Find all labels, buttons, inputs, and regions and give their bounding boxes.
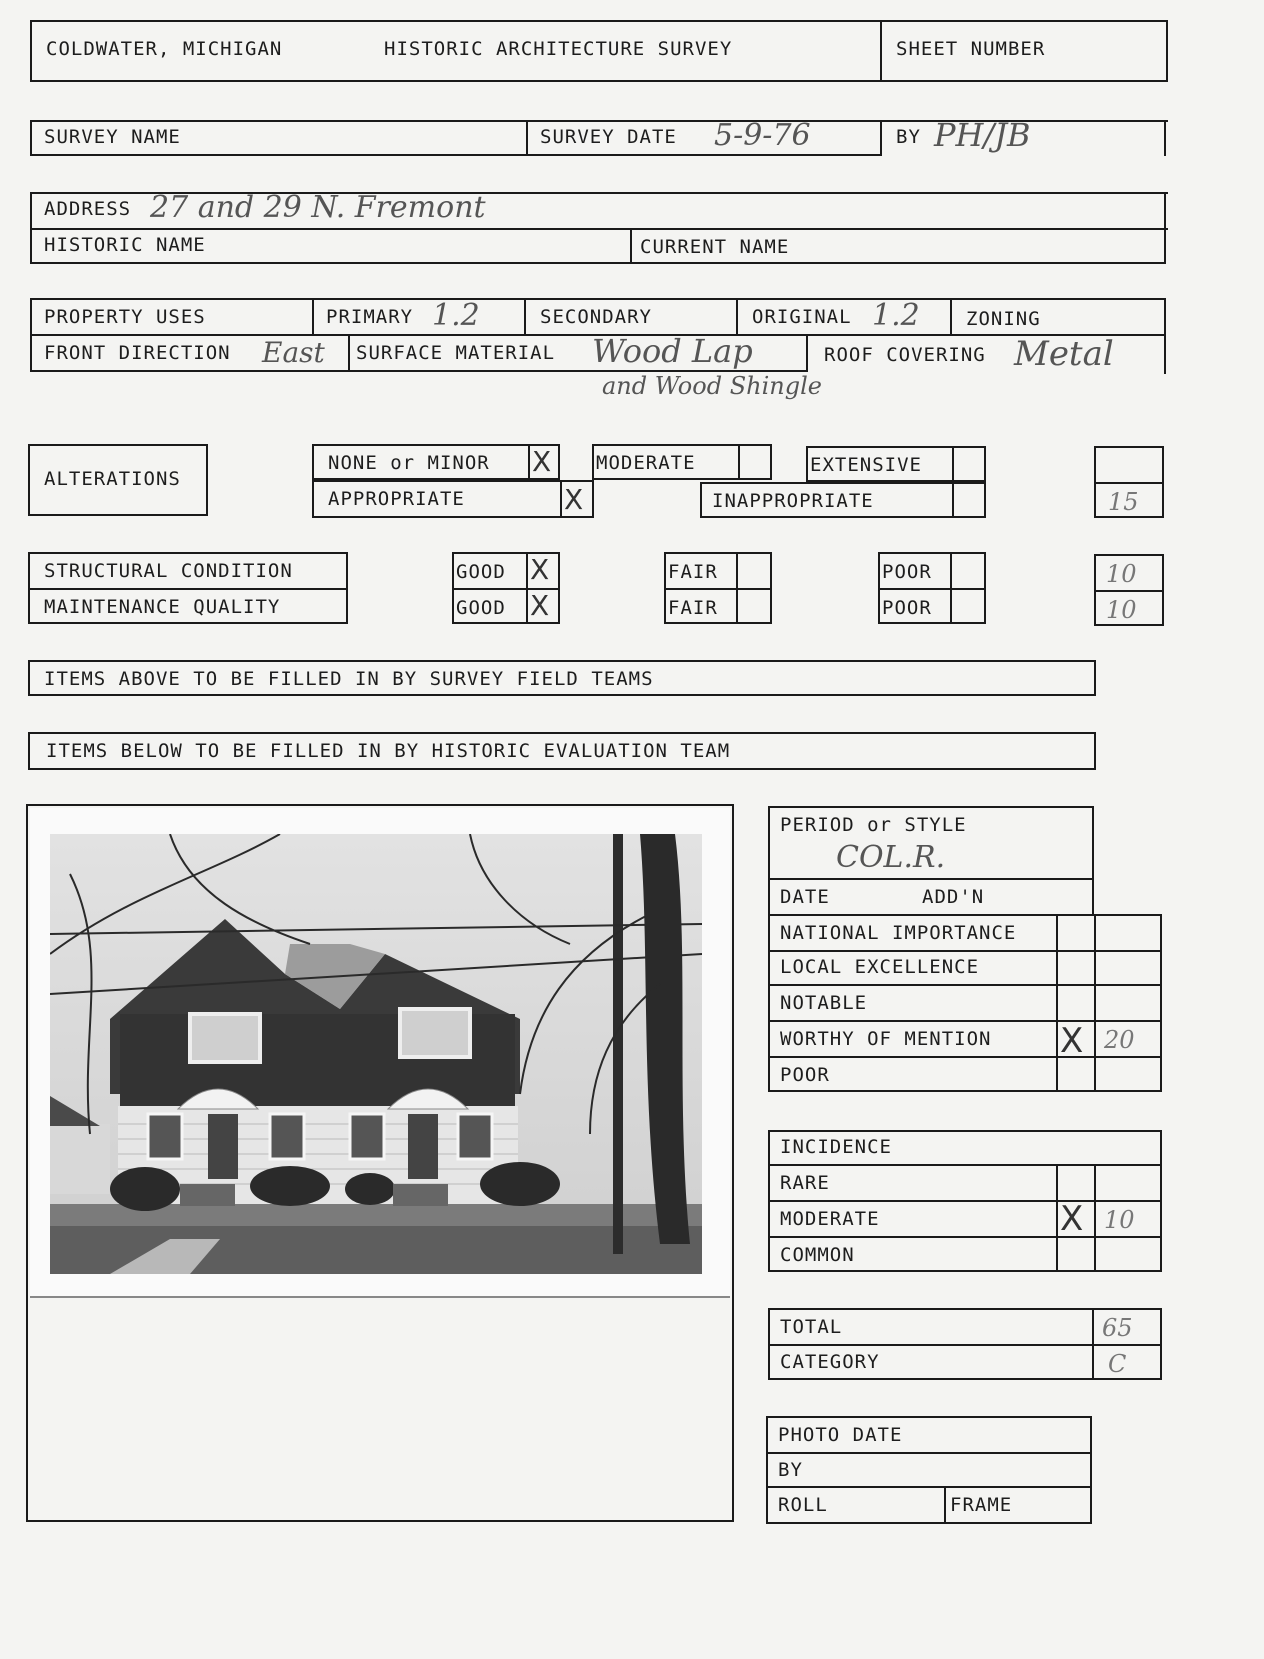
maintenance-poor-label: POOR bbox=[882, 597, 932, 619]
maintenance-good-check: X bbox=[530, 589, 550, 622]
photo-info-row2 bbox=[766, 1486, 1092, 1488]
good-checkbox-div bbox=[526, 552, 528, 624]
none-minor-checkbox-div bbox=[528, 444, 530, 480]
none-minor-label: NONE or MINOR bbox=[328, 452, 490, 474]
address-div bbox=[630, 228, 632, 264]
alterations-score: 15 bbox=[1108, 488, 1139, 516]
total-label: TOTAL bbox=[780, 1316, 843, 1338]
condition-label-div bbox=[28, 588, 348, 590]
national-importance-label: NATIONAL IMPORTANCE bbox=[780, 922, 1017, 944]
condition-score-div bbox=[1094, 590, 1164, 592]
property-div6 bbox=[806, 334, 808, 372]
worthy-score: 20 bbox=[1104, 1026, 1135, 1054]
survey-date-value: 5-9-76 bbox=[714, 118, 811, 153]
local-excellence-label: LOCAL EXCELLENCE bbox=[780, 956, 980, 978]
survey-row-left bbox=[30, 120, 32, 156]
incidence-label: INCIDENCE bbox=[780, 1136, 892, 1158]
structural-score: 10 bbox=[1106, 560, 1137, 588]
original-value: 1.2 bbox=[872, 298, 920, 333]
photo-by-label: BY bbox=[778, 1459, 803, 1481]
roll-label: ROLL bbox=[778, 1494, 828, 1516]
structural-condition-label: STRUCTURAL CONDITION bbox=[44, 560, 293, 582]
front-direction-value: East bbox=[262, 336, 325, 369]
alterations-label: ALTERATIONS bbox=[44, 468, 181, 490]
header-divider bbox=[880, 20, 882, 82]
notes-below-bottom bbox=[28, 768, 1094, 770]
address-left bbox=[30, 192, 32, 264]
structural-fair-label: FAIR bbox=[668, 561, 718, 583]
common-label: COMMON bbox=[780, 1244, 855, 1266]
survey-row-bottom bbox=[30, 154, 880, 156]
primary-value: 1.2 bbox=[432, 298, 480, 333]
fair-checkbox-div bbox=[736, 552, 738, 624]
notable-label: NOTABLE bbox=[780, 992, 868, 1014]
by-value: PH/JB bbox=[934, 116, 1031, 154]
property-div2 bbox=[524, 298, 526, 334]
moderate-checkbox-div bbox=[738, 444, 740, 480]
primary-label: PRIMARY bbox=[326, 306, 414, 328]
poor-label: POOR bbox=[780, 1064, 830, 1086]
total-value: 65 bbox=[1102, 1314, 1133, 1342]
importance-row1 bbox=[768, 950, 1162, 952]
date-row-top bbox=[768, 878, 1094, 880]
maintenance-fair-label: FAIR bbox=[668, 597, 718, 619]
surface-material-label: SURFACE MATERIAL bbox=[356, 342, 556, 364]
property-div5 bbox=[348, 334, 350, 372]
incidence-div1 bbox=[1056, 1164, 1058, 1272]
notes-below-left bbox=[28, 732, 30, 770]
roof-covering-label: ROOF COVERING bbox=[824, 344, 986, 366]
maintenance-quality-label: MAINTENANCE QUALITY bbox=[44, 596, 281, 618]
address-value: 27 and 29 N. Fremont bbox=[150, 190, 486, 225]
period-style-label: PERIOD or STYLE bbox=[780, 814, 967, 836]
alterations-score-div bbox=[1094, 482, 1164, 484]
appropriate-checkbox-div bbox=[560, 480, 562, 518]
worthy-check: X bbox=[1060, 1021, 1084, 1061]
poor-checkbox-div bbox=[950, 552, 952, 624]
extensive-checkbox-div bbox=[952, 446, 954, 482]
notes-below-top bbox=[28, 732, 1094, 734]
notes-below-text: ITEMS BELOW TO BE FILLED IN BY HISTORIC EVALUATION TEAM bbox=[46, 740, 731, 762]
zoning-label: ZONING bbox=[966, 308, 1041, 330]
incidence-row3 bbox=[768, 1236, 1162, 1238]
appropriate-label: APPROPRIATE bbox=[328, 488, 465, 510]
structural-good-check: X bbox=[530, 553, 550, 586]
survey-row-div1 bbox=[526, 120, 528, 156]
incidence-moderate-score: 10 bbox=[1104, 1206, 1135, 1234]
house-photo-image bbox=[50, 834, 702, 1274]
address-mid bbox=[30, 228, 1168, 230]
property-right bbox=[1164, 298, 1166, 374]
totals-row-div bbox=[768, 1344, 1162, 1346]
property-left bbox=[30, 298, 32, 372]
property-div4 bbox=[950, 298, 952, 334]
category-label: CATEGORY bbox=[780, 1351, 880, 1373]
address-bottom bbox=[30, 262, 1164, 264]
address-label: ADDRESS bbox=[44, 198, 132, 220]
extensive-label: EXTENSIVE bbox=[810, 454, 922, 476]
surface-material-value2: and Wood Shingle bbox=[602, 372, 822, 400]
photo-info-div bbox=[944, 1486, 946, 1524]
survey-name-label: SURVEY NAME bbox=[44, 126, 181, 148]
address-right bbox=[1164, 192, 1166, 264]
importance-row2 bbox=[768, 984, 1162, 986]
property-top bbox=[30, 298, 1164, 300]
frame-label: FRAME bbox=[950, 1494, 1013, 1516]
worthy-of-mention-label: WORTHY OF MENTION bbox=[780, 1028, 992, 1050]
importance-div2 bbox=[1094, 914, 1096, 1092]
period-style-value: COL.R. bbox=[836, 840, 946, 875]
secondary-label: SECONDARY bbox=[540, 306, 652, 328]
maintenance-good-label: GOOD bbox=[456, 597, 506, 619]
incidence-moderate-check: X bbox=[1060, 1199, 1084, 1239]
maintenance-score: 10 bbox=[1106, 596, 1137, 624]
importance-row3 bbox=[768, 1020, 1162, 1022]
moderate-label: MODERATE bbox=[596, 452, 696, 474]
incidence-row2 bbox=[768, 1200, 1162, 1202]
property-uses-label: PROPERTY USES bbox=[44, 306, 206, 328]
addn-label: ADD'N bbox=[922, 886, 985, 908]
historic-name-label: HISTORIC NAME bbox=[44, 234, 206, 256]
poor-box-div bbox=[878, 588, 986, 590]
incidence-div2 bbox=[1094, 1164, 1096, 1272]
header-title: HISTORIC ARCHITECTURE SURVEY bbox=[384, 38, 733, 60]
notes-above-text: ITEMS ABOVE TO BE FILLED IN BY SURVEY FIELD TEAMS bbox=[44, 668, 654, 690]
inappropriate-label: INAPPROPRIATE bbox=[712, 490, 874, 512]
importance-div1 bbox=[1056, 914, 1058, 1092]
original-label: ORIGINAL bbox=[752, 306, 852, 328]
sheet-number-label: SHEET NUMBER bbox=[896, 38, 1046, 60]
survey-row-div2 bbox=[880, 120, 882, 156]
importance-row4 bbox=[768, 1056, 1162, 1058]
photo-date-label: PHOTO DATE bbox=[778, 1424, 903, 1446]
front-direction-label: FRONT DIRECTION bbox=[44, 342, 231, 364]
house-photo bbox=[50, 834, 702, 1274]
surface-material-value: Wood Lap bbox=[592, 332, 753, 370]
inappropriate-checkbox-div bbox=[952, 482, 954, 518]
header-city: COLDWATER, MICHIGAN bbox=[46, 38, 283, 60]
structural-poor-label: POOR bbox=[882, 561, 932, 583]
structural-good-label: GOOD bbox=[456, 561, 506, 583]
notes-below-right bbox=[1094, 732, 1096, 770]
survey-row-right bbox=[1164, 120, 1166, 156]
category-value: C bbox=[1108, 1350, 1127, 1378]
fair-box-div bbox=[664, 588, 772, 590]
roof-covering-value: Metal bbox=[1014, 334, 1114, 374]
by-label: BY bbox=[896, 126, 921, 148]
incidence-moderate-label: MODERATE bbox=[780, 1208, 880, 1230]
appropriate-check: X bbox=[564, 483, 584, 516]
property-div1 bbox=[312, 298, 314, 334]
rare-label: RARE bbox=[780, 1172, 830, 1194]
date-label: DATE bbox=[780, 886, 830, 908]
none-minor-check: X bbox=[532, 445, 552, 478]
totals-col-div bbox=[1092, 1308, 1094, 1380]
property-div3 bbox=[736, 298, 738, 334]
survey-date-label: SURVEY DATE bbox=[540, 126, 677, 148]
photo-info-row1 bbox=[766, 1452, 1092, 1454]
incidence-row1 bbox=[768, 1164, 1162, 1166]
current-name-label: CURRENT NAME bbox=[640, 236, 790, 258]
